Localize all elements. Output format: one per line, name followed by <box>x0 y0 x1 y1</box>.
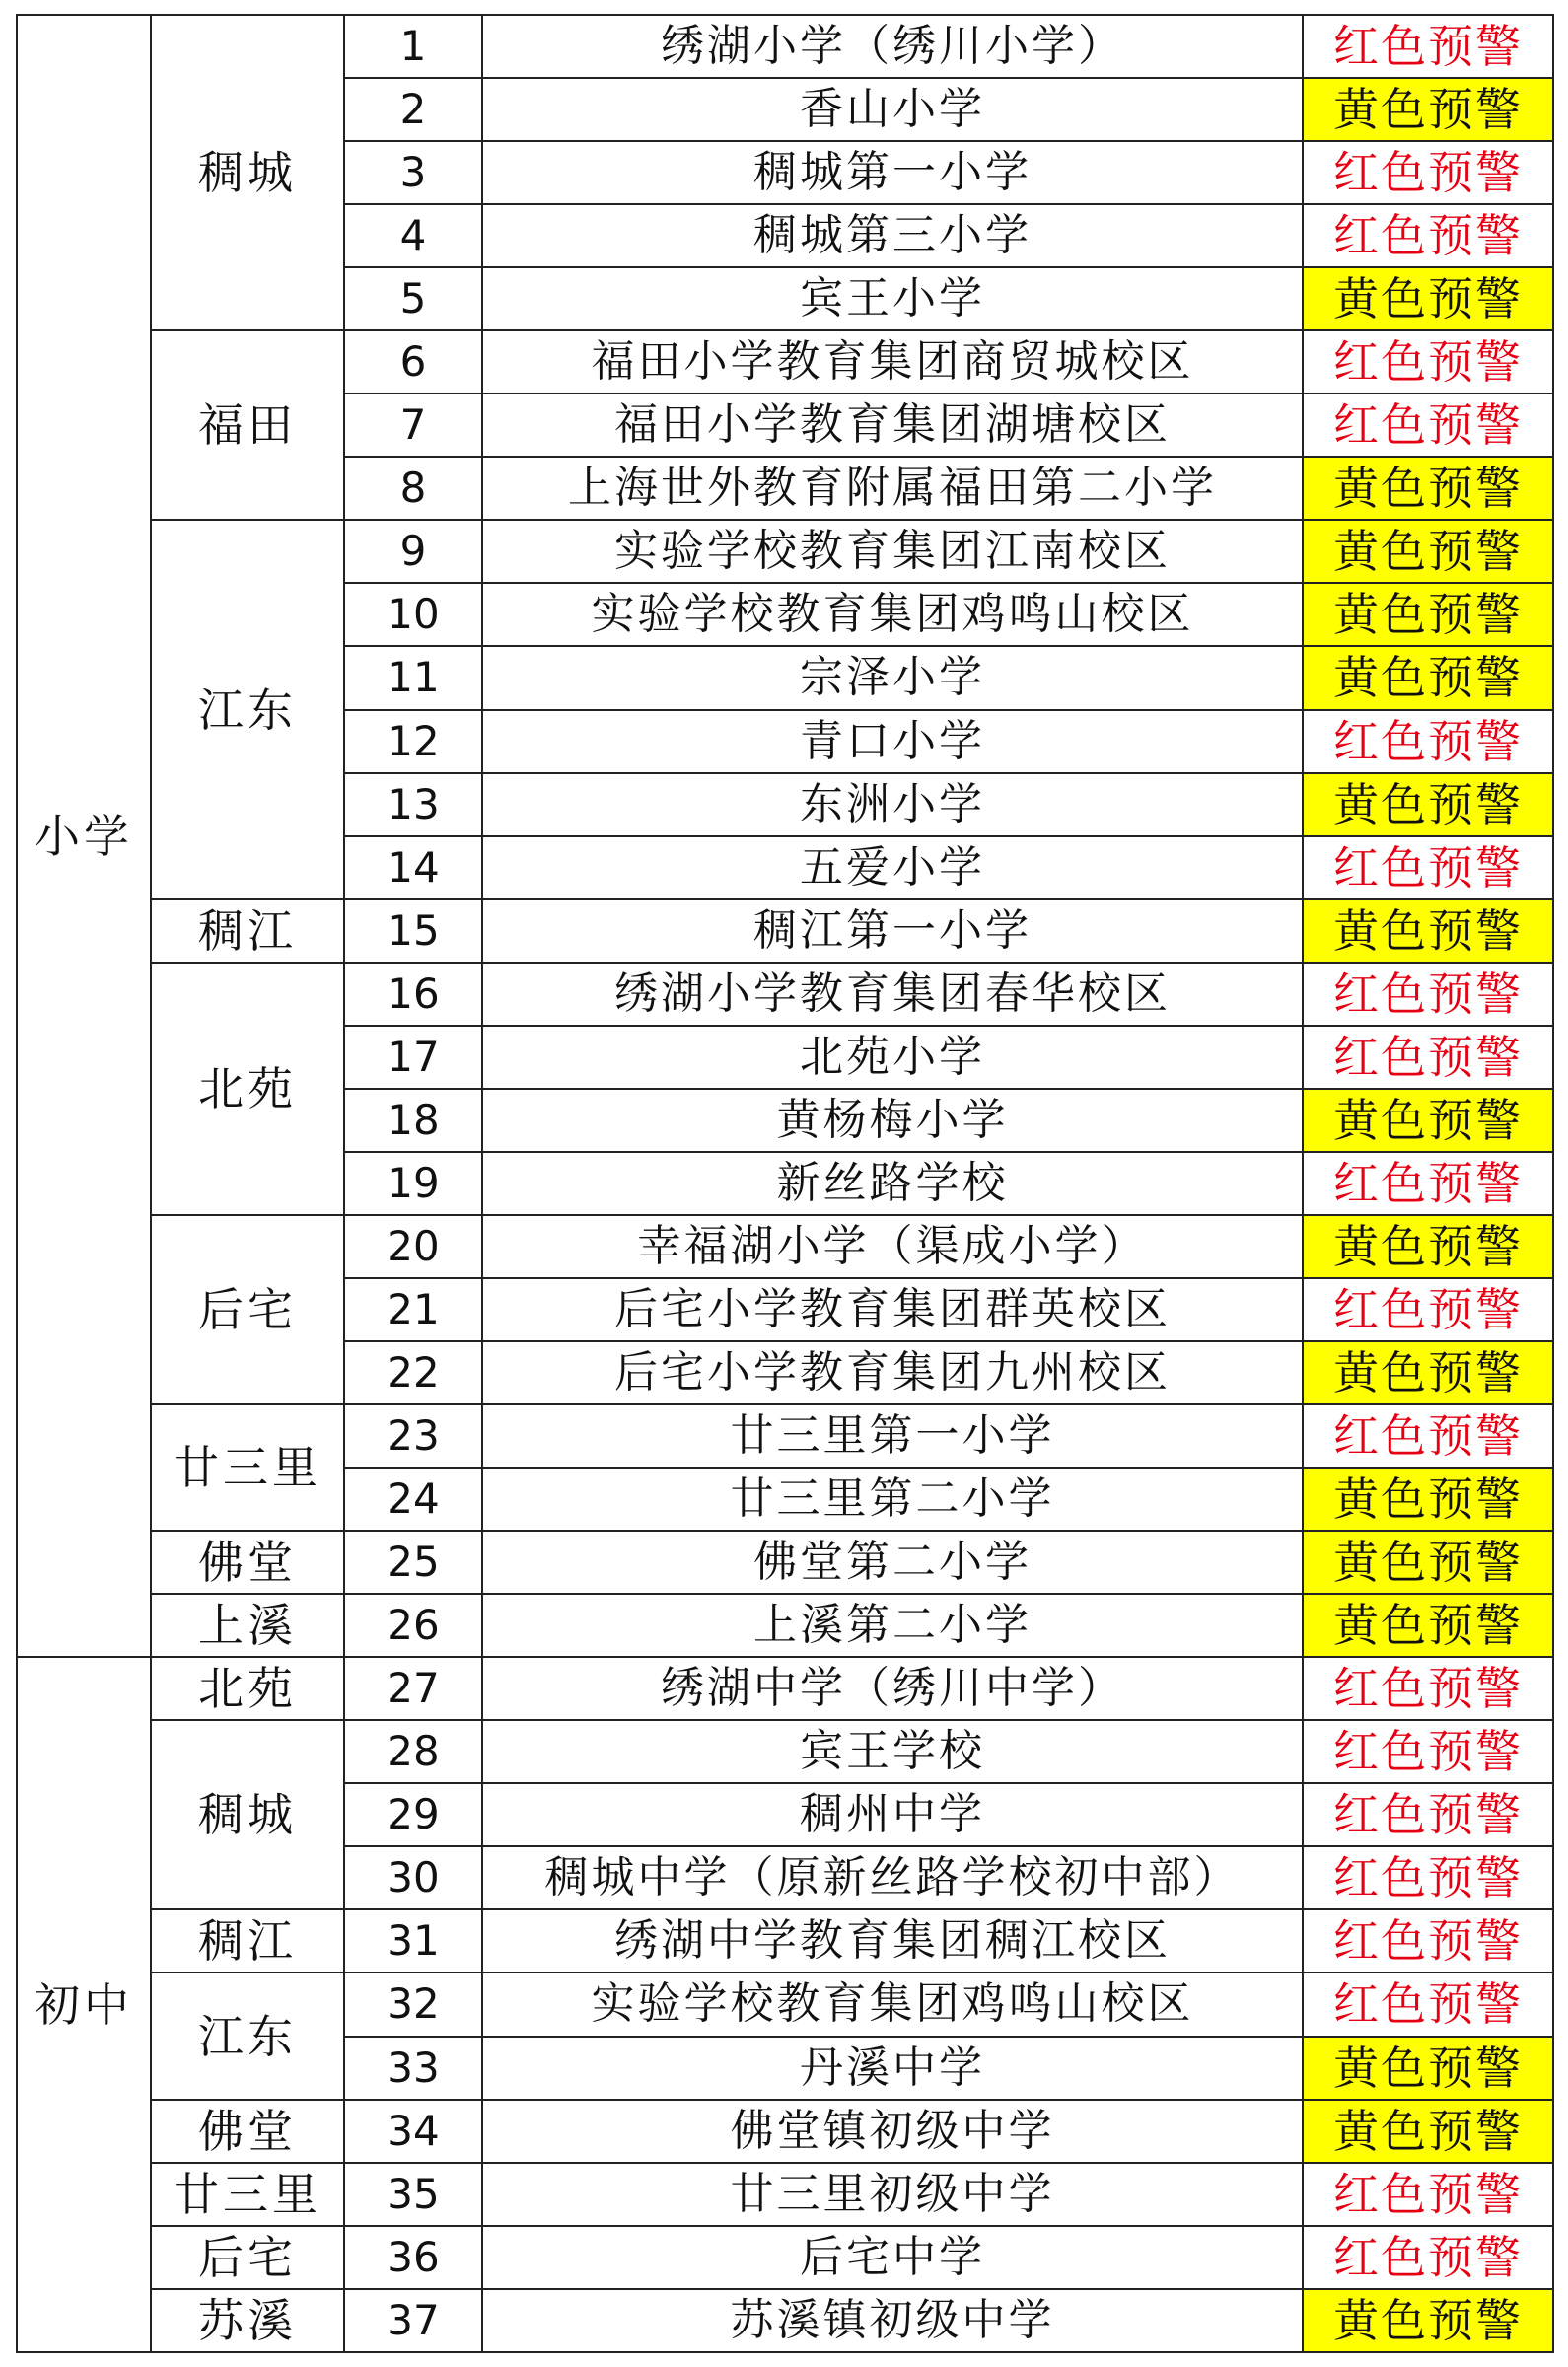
district-cell: 上溪 <box>151 1594 344 1657</box>
school-name-cell: 稠州中学 <box>482 1783 1303 1846</box>
school-name-cell: 福田小学教育集团商贸城校区 <box>482 330 1303 394</box>
row-number-cell: 12 <box>344 710 482 773</box>
row-number-cell: 3 <box>344 141 482 204</box>
school-name-cell: 北苑小学 <box>482 1026 1303 1089</box>
red-warning-badge: 红色预警 <box>1303 1657 1553 1720</box>
row-number-cell: 35 <box>344 2163 482 2226</box>
school-name-cell: 绣湖中学（绣川中学） <box>482 1657 1303 1720</box>
row-number-cell: 25 <box>344 1531 482 1594</box>
school-name-cell: 稠城第一小学 <box>482 141 1303 204</box>
table-body <box>17 15 1553 2352</box>
table-row <box>17 1909 1553 1972</box>
row-number-cell: 19 <box>344 1152 482 1215</box>
school-name-cell: 后宅中学 <box>482 2226 1303 2289</box>
district-cell: 后宅 <box>151 2226 344 2289</box>
yellow-warning-badge: 黄色预警 <box>1303 78 1553 141</box>
yellow-warning-badge: 黄色预警 <box>1303 1215 1553 1278</box>
district-cell: 佛堂 <box>151 2100 344 2163</box>
red-warning-badge: 红色预警 <box>1303 141 1553 204</box>
school-name-cell: 五爱小学 <box>482 836 1303 899</box>
row-number-cell: 16 <box>344 963 482 1026</box>
row-number-cell: 24 <box>344 1468 482 1531</box>
school-name-cell: 廿三里初级中学 <box>482 2163 1303 2226</box>
table-row <box>17 1404 1553 1468</box>
district-cell: 后宅 <box>151 1215 344 1404</box>
red-warning-badge: 红色预警 <box>1303 963 1553 1026</box>
yellow-warning-badge: 黄色预警 <box>1303 457 1553 520</box>
red-warning-badge: 红色预警 <box>1303 1026 1553 1089</box>
yellow-warning-badge: 黄色预警 <box>1303 583 1553 646</box>
school-level-cell: 初中 <box>17 1657 151 2352</box>
yellow-warning-badge: 黄色预警 <box>1303 2037 1553 2100</box>
school-name-cell: 廿三里第二小学 <box>482 1468 1303 1531</box>
school-name-cell: 后宅小学教育集团群英校区 <box>482 1278 1303 1341</box>
row-number-cell: 29 <box>344 1783 482 1846</box>
row-number-cell: 20 <box>344 1215 482 1278</box>
row-number-cell: 31 <box>344 1909 482 1972</box>
school-name-cell: 黄杨梅小学 <box>482 1089 1303 1152</box>
table-row <box>17 1531 1553 1594</box>
table-row <box>17 1657 1553 1720</box>
school-name-cell: 实验学校教育集团鸡鸣山校区 <box>482 583 1303 646</box>
table-row <box>17 1720 1553 1783</box>
district-cell: 江东 <box>151 1972 344 2099</box>
row-number-cell: 37 <box>344 2289 482 2352</box>
row-number-cell: 15 <box>344 899 482 963</box>
school-name-cell: 宗泽小学 <box>482 646 1303 709</box>
yellow-warning-badge: 黄色预警 <box>1303 1089 1553 1152</box>
table-row <box>17 2163 1553 2226</box>
district-cell: 佛堂 <box>151 1531 344 1594</box>
school-name-cell: 后宅小学教育集团九州校区 <box>482 1341 1303 1404</box>
table-row <box>17 2226 1553 2289</box>
red-warning-badge: 红色预警 <box>1303 1720 1553 1783</box>
row-number-cell: 23 <box>344 1404 482 1468</box>
red-warning-badge: 红色预警 <box>1303 394 1553 457</box>
yellow-warning-badge: 黄色预警 <box>1303 1341 1553 1404</box>
school-name-cell: 廿三里第一小学 <box>482 1404 1303 1468</box>
district-cell: 苏溪 <box>151 2289 344 2352</box>
yellow-warning-badge: 黄色预警 <box>1303 1468 1553 1531</box>
red-warning-badge: 红色预警 <box>1303 1404 1553 1468</box>
red-warning-badge: 红色预警 <box>1303 1783 1553 1846</box>
school-name-cell: 绣湖小学（绣川小学） <box>482 15 1303 78</box>
row-number-cell: 27 <box>344 1657 482 1720</box>
school-name-cell: 新丝路学校 <box>482 1152 1303 1215</box>
school-level-cell: 小学 <box>17 15 151 1657</box>
red-warning-badge: 红色预警 <box>1303 2226 1553 2289</box>
row-number-cell: 1 <box>344 15 482 78</box>
school-name-cell: 佛堂第二小学 <box>482 1531 1303 1594</box>
red-warning-badge: 红色预警 <box>1303 330 1553 394</box>
district-cell: 稠江 <box>151 1909 344 1972</box>
school-name-cell: 福田小学教育集团湖塘校区 <box>482 394 1303 457</box>
row-number-cell: 26 <box>344 1594 482 1657</box>
red-warning-badge: 红色预警 <box>1303 204 1553 267</box>
yellow-warning-badge: 黄色预警 <box>1303 267 1553 330</box>
table-row <box>17 330 1553 394</box>
school-name-cell: 稠江第一小学 <box>482 899 1303 963</box>
yellow-warning-badge: 黄色预警 <box>1303 646 1553 709</box>
table-row <box>17 2289 1553 2352</box>
red-warning-badge: 红色预警 <box>1303 1909 1553 1972</box>
yellow-warning-badge: 黄色预警 <box>1303 899 1553 963</box>
row-number-cell: 32 <box>344 1972 482 2036</box>
table-row <box>17 1594 1553 1657</box>
red-warning-badge: 红色预警 <box>1303 2163 1553 2226</box>
red-warning-badge: 红色预警 <box>1303 1152 1553 1215</box>
table-row <box>17 520 1553 583</box>
row-number-cell: 33 <box>344 2037 482 2100</box>
red-warning-badge: 红色预警 <box>1303 1846 1553 1909</box>
district-cell: 北苑 <box>151 1657 344 1720</box>
row-number-cell: 36 <box>344 2226 482 2289</box>
school-name-cell: 佛堂镇初级中学 <box>482 2100 1303 2163</box>
table-row <box>17 2100 1553 2163</box>
school-name-cell: 上海世外教育附属福田第二小学 <box>482 457 1303 520</box>
yellow-warning-badge: 黄色预警 <box>1303 2289 1553 2352</box>
yellow-warning-badge: 黄色预警 <box>1303 1594 1553 1657</box>
table-row <box>17 963 1553 1026</box>
district-cell: 江东 <box>151 520 344 898</box>
school-name-cell: 实验学校教育集团江南校区 <box>482 520 1303 583</box>
red-warning-badge: 红色预警 <box>1303 15 1553 78</box>
district-cell: 廿三里 <box>151 2163 344 2226</box>
table-row <box>17 1972 1553 2036</box>
district-cell: 北苑 <box>151 963 344 1215</box>
table-row <box>17 1215 1553 1278</box>
school-name-cell: 丹溪中学 <box>482 2037 1303 2100</box>
row-number-cell: 4 <box>344 204 482 267</box>
school-name-cell: 幸福湖小学（渠成小学） <box>482 1215 1303 1278</box>
school-name-cell: 东洲小学 <box>482 773 1303 836</box>
school-name-cell: 苏溪镇初级中学 <box>482 2289 1303 2352</box>
row-number-cell: 2 <box>344 78 482 141</box>
yellow-warning-badge: 黄色预警 <box>1303 2100 1553 2163</box>
red-warning-badge: 红色预警 <box>1303 1278 1553 1341</box>
red-warning-badge: 红色预警 <box>1303 710 1553 773</box>
school-name-cell: 实验学校教育集团鸡鸣山校区 <box>482 1972 1303 2036</box>
school-name-cell: 上溪第二小学 <box>482 1594 1303 1657</box>
row-number-cell: 18 <box>344 1089 482 1152</box>
table-row <box>17 15 1553 78</box>
school-name-cell: 青口小学 <box>482 710 1303 773</box>
school-name-cell: 宾王小学 <box>482 267 1303 330</box>
row-number-cell: 6 <box>344 330 482 394</box>
row-number-cell: 28 <box>344 1720 482 1783</box>
red-warning-badge: 红色预警 <box>1303 836 1553 899</box>
school-name-cell: 绣湖小学教育集团春华校区 <box>482 963 1303 1026</box>
row-number-cell: 21 <box>344 1278 482 1341</box>
district-cell: 稠城 <box>151 15 344 330</box>
district-cell: 廿三里 <box>151 1404 344 1531</box>
school-name-cell: 稠城第三小学 <box>482 204 1303 267</box>
school-warning-table <box>16 14 1554 2353</box>
row-number-cell: 17 <box>344 1026 482 1089</box>
yellow-warning-badge: 黄色预警 <box>1303 773 1553 836</box>
school-name-cell: 稠城中学（原新丝路学校初中部） <box>482 1846 1303 1909</box>
district-cell: 稠江 <box>151 899 344 963</box>
school-name-cell: 绣湖中学教育集团稠江校区 <box>482 1909 1303 1972</box>
row-number-cell: 5 <box>344 267 482 330</box>
row-number-cell: 30 <box>344 1846 482 1909</box>
row-number-cell: 13 <box>344 773 482 836</box>
district-cell: 福田 <box>151 330 344 520</box>
yellow-warning-badge: 黄色预警 <box>1303 520 1553 583</box>
row-number-cell: 7 <box>344 394 482 457</box>
row-number-cell: 8 <box>344 457 482 520</box>
school-name-cell: 宾王学校 <box>482 1720 1303 1783</box>
district-cell: 稠城 <box>151 1720 344 1909</box>
row-number-cell: 10 <box>344 583 482 646</box>
red-warning-badge: 红色预警 <box>1303 1972 1553 2036</box>
row-number-cell: 11 <box>344 646 482 709</box>
row-number-cell: 14 <box>344 836 482 899</box>
table-row <box>17 899 1553 963</box>
yellow-warning-badge: 黄色预警 <box>1303 1531 1553 1594</box>
school-name-cell: 香山小学 <box>482 78 1303 141</box>
row-number-cell: 22 <box>344 1341 482 1404</box>
row-number-cell: 34 <box>344 2100 482 2163</box>
row-number-cell: 9 <box>344 520 482 583</box>
